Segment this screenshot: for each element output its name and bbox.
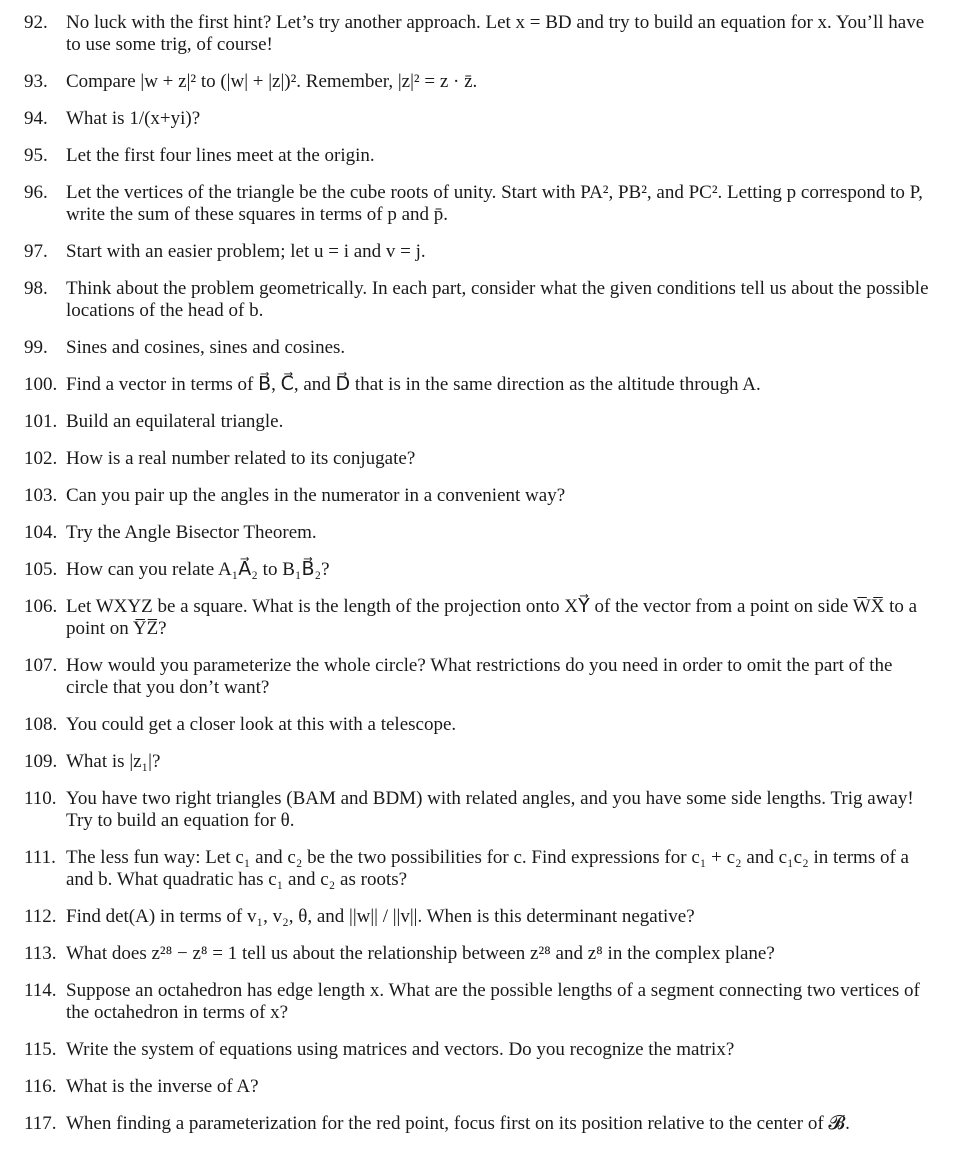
hint-number: 108. bbox=[24, 714, 58, 735]
hint-number: 104. bbox=[24, 522, 58, 543]
hint-text: You could get a closer look at this with a telescope. bbox=[66, 714, 457, 735]
hint-number: 115. bbox=[24, 1039, 57, 1060]
hint-text: Try the Angle Bisector Theorem. bbox=[66, 522, 317, 543]
hint-item bbox=[0, 655, 960, 699]
hint-number: 110. bbox=[24, 788, 57, 809]
hint-number: 96. bbox=[24, 182, 48, 203]
hint-item bbox=[0, 1039, 960, 1061]
hint-text: What is 1/(x+yi)? bbox=[66, 108, 201, 129]
hint-number: 111. bbox=[24, 847, 56, 868]
hint-number: 109. bbox=[24, 751, 58, 772]
hint-item bbox=[0, 374, 960, 396]
hint-item bbox=[0, 1076, 960, 1098]
hint-number: 93. bbox=[24, 71, 48, 92]
hint-item bbox=[0, 108, 960, 130]
hint-text: What does z²⁸ − z⁸ = 1 tell us about the relationship between z²⁸ and z⁸ in the complex plane? bbox=[66, 943, 775, 964]
hint-item bbox=[0, 714, 960, 736]
hint-number: 113. bbox=[24, 943, 57, 964]
hint-text: Build an equilateral triangle. bbox=[66, 411, 284, 432]
hint-item bbox=[0, 596, 960, 640]
hint-text: The less fun way: Let c₁ and c₂ be the two possibilities for c. Find expressions for c₁ + c₂ and c₁c₂ in terms of a and b. What quadratic has c₁ and c₂ as roots? bbox=[66, 847, 909, 890]
hint-text: Find a vector in terms of B⃗, C⃗, and D⃗ that is in the same direction as the altitude through A. bbox=[66, 374, 761, 395]
hint-item bbox=[0, 1113, 960, 1135]
hint-item bbox=[0, 788, 960, 832]
hint-item bbox=[0, 241, 960, 263]
hint-text: Think about the problem geometrically. In each part, consider what the given conditions tell us about the possible locations of the head of b. bbox=[66, 278, 929, 321]
hint-text: Let WXYZ be a square. What is the length of the projection onto XY⃗ of the vector from a point on side W̅X̅ to a point on Y̅Z̅? bbox=[66, 596, 918, 639]
hint-text: Let the first four lines meet at the origin. bbox=[66, 145, 375, 166]
hint-item bbox=[0, 411, 960, 433]
hint-text: Suppose an octahedron has edge length x. What are the possible lengths of a segment connecting two vertices of the octahedron in terms of x? bbox=[66, 980, 920, 1023]
hint-item bbox=[0, 751, 960, 773]
hint-text: How can you relate A₁A⃗₂ to B₁B⃗₂? bbox=[66, 559, 330, 580]
hint-text: Find det(A) in terms of v₁, v₂, θ, and ||w|| / ||v||. When is this determinant negative? bbox=[66, 906, 695, 927]
hint-item bbox=[0, 145, 960, 167]
hint-item bbox=[0, 522, 960, 544]
hint-number: 92. bbox=[24, 12, 48, 33]
hint-item bbox=[0, 448, 960, 470]
hint-item bbox=[0, 278, 960, 322]
hint-number: 100. bbox=[24, 374, 58, 395]
hint-text: Start with an easier problem; let u = i and v = j. bbox=[66, 241, 426, 262]
hint-item bbox=[0, 943, 960, 965]
hint-number: 117. bbox=[24, 1113, 57, 1134]
hint-number: 116. bbox=[24, 1076, 57, 1097]
hint-text: Write the system of equations using matrices and vectors. Do you recognize the matrix? bbox=[66, 1039, 735, 1060]
hint-item bbox=[0, 559, 960, 581]
hint-number: 103. bbox=[24, 485, 58, 506]
hint-number: 99. bbox=[24, 337, 48, 358]
hint-number: 114. bbox=[24, 980, 57, 1001]
hint-number: 105. bbox=[24, 559, 58, 580]
hint-text: How would you parameterize the whole circle? What restrictions do you need in order to omit the part of the circle that you don’t want? bbox=[66, 655, 893, 698]
hint-number: 95. bbox=[24, 145, 48, 166]
hint-number: 106. bbox=[24, 596, 58, 617]
hint-text: When finding a parameterization for the red point, focus first on its position relative to the center of 𝓑. bbox=[66, 1113, 850, 1134]
hint-number: 94. bbox=[24, 108, 48, 129]
hint-item bbox=[0, 980, 960, 1024]
hint-text: What is |z₁|? bbox=[66, 751, 161, 772]
hint-item bbox=[0, 485, 960, 507]
hint-number: 97. bbox=[24, 241, 48, 262]
hint-number: 107. bbox=[24, 655, 58, 676]
hint-text: How is a real number related to its conjugate? bbox=[66, 448, 416, 469]
hint-item bbox=[0, 906, 960, 928]
hint-item bbox=[0, 337, 960, 359]
hint-number: 112. bbox=[24, 906, 57, 927]
hint-text: Let the vertices of the triangle be the cube roots of unity. Start with PA², PB², and PC². Letting p correspond to P, write the sum of these squares in terms of p and p̄. bbox=[66, 182, 923, 225]
hint-text: Compare |w + z|² to (|w| + |z|)². Remember, |z|² = z · z̄. bbox=[66, 71, 478, 92]
hint-text: No luck with the first hint? Let’s try another approach. Let x = BD and try to build an equation for x. You’ll have to use some trig, of course! bbox=[66, 12, 925, 55]
hint-item bbox=[0, 71, 960, 93]
hint-item bbox=[0, 182, 960, 226]
hint-number: 102. bbox=[24, 448, 58, 469]
hint-number: 101. bbox=[24, 411, 58, 432]
hint-item bbox=[0, 847, 960, 891]
hint-text: Sines and cosines, sines and cosines. bbox=[66, 337, 346, 358]
hint-text: You have two right triangles (BAM and BDM) with related angles, and you have some side lengths. Trig away! Try to build an equation for θ. bbox=[66, 788, 914, 831]
hint-number: 98. bbox=[24, 278, 48, 299]
hint-text: Can you pair up the angles in the numerator in a convenient way? bbox=[66, 485, 566, 506]
hint-text: What is the inverse of A? bbox=[66, 1076, 259, 1097]
hint-item bbox=[0, 12, 960, 56]
